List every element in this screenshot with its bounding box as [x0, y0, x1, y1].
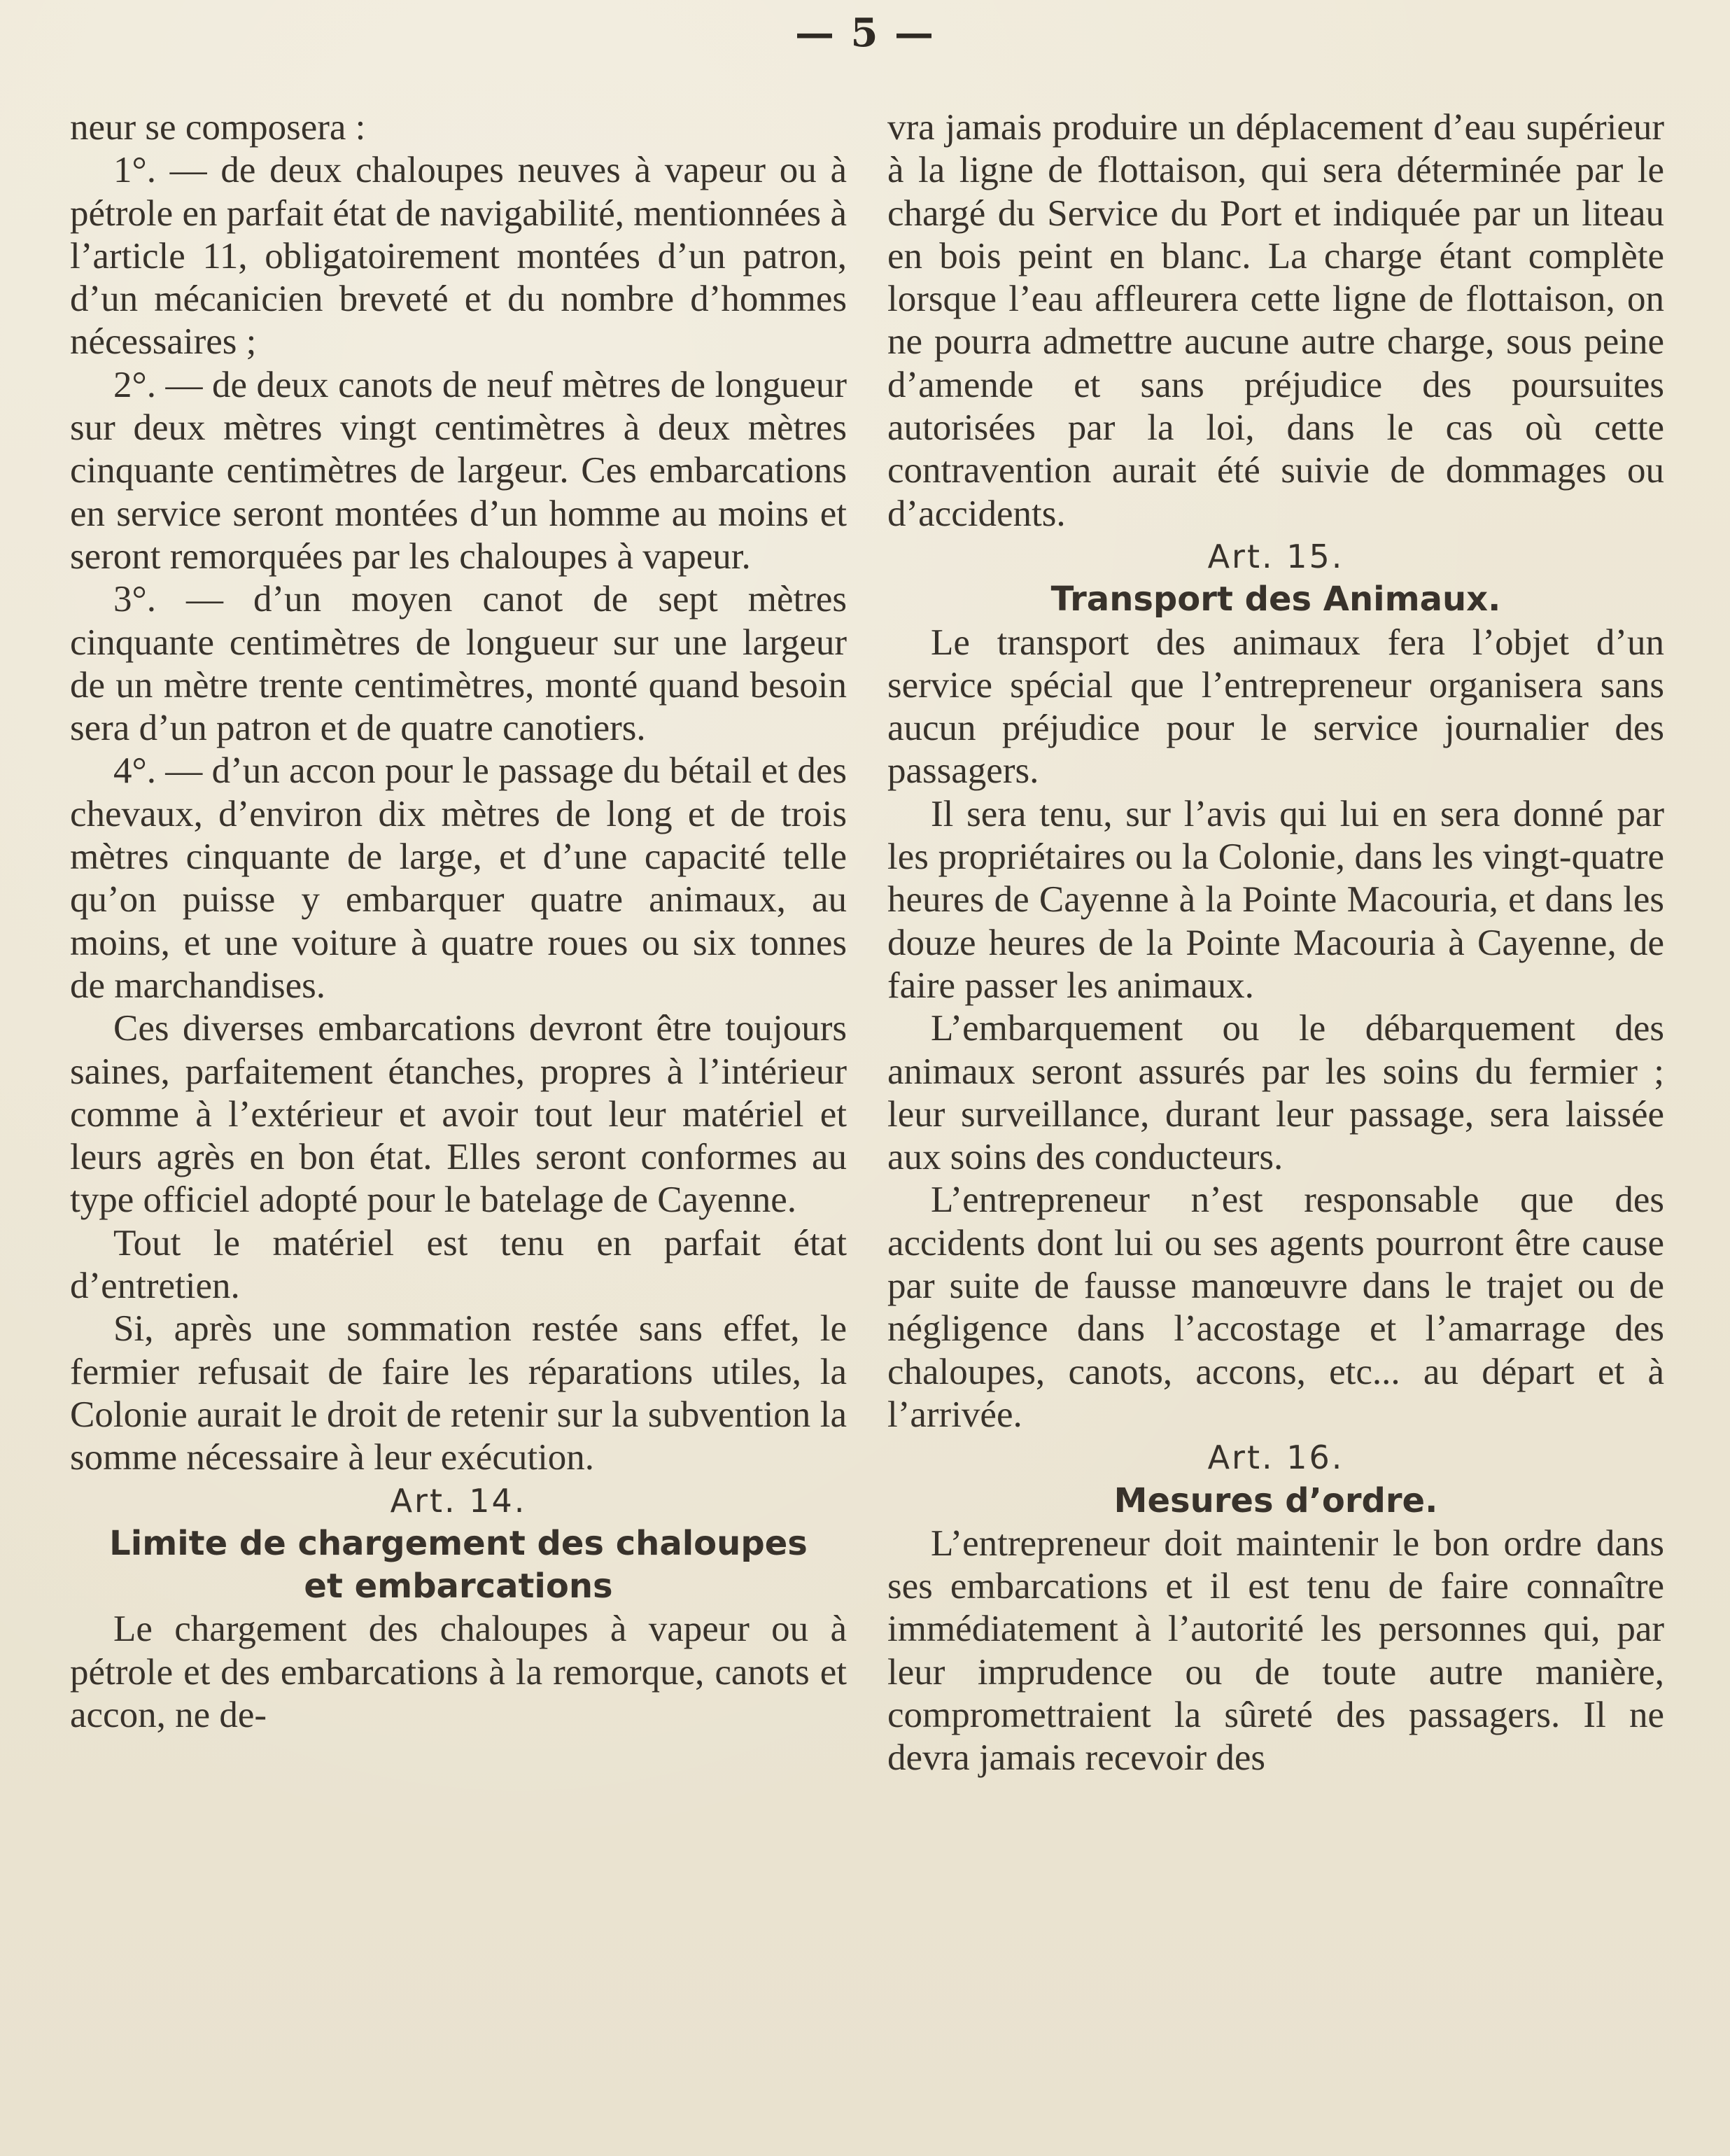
paragraph: L’entrepreneur n’est responsable que des accidents dont lui ou ses agents pourront être cause par suite de fausse manœuvre dans le trajet ou de négligence dans l’accostage et l’amarrage des chaloupes, canots, accons, etc... au départ et à l’arrivée. — [887, 1180, 1664, 1435]
paragraph: 4°. — d’un accon pour le passage du bétail et des chevaux, d’environ dix mètres de long et de trois mètres cinquante de large, et d’une capacité telle qu’on puisse y embarquer quatre animaux, au moins, et une voiture à quatre roues ou six tonnes de marchandises. — [70, 750, 847, 1006]
paragraph: Tout le matériel est tenu en parfait état d’entretien. — [70, 1222, 847, 1307]
paragraph: 3°. — d’un moyen canot de sept mètres cinquante centimètres de longueur sur une largeur de un mètre trente centimètres, monté quand besoin sera d’un patron et de quatre canotiers. — [70, 579, 847, 749]
paragraph: Ces diverses embarcations devront être toujours saines, parfaitement étanches, propres à l’intérieur comme à l’extérieur et avoir tout leur matériel et leurs agrès en bon état. Elles seront conformes au type officiel adopté pour le batelage de Cayenne. — [70, 1008, 847, 1221]
paragraph: neur se composera : — [70, 107, 366, 148]
article-number: Art. 14. — [390, 1481, 527, 1520]
paragraph: L’embarquement ou le débarquement des animaux seront assurés par les soins du fermier ; leur surveillance, durant leur passage, sera laissée aux soins des conducteurs. — [887, 1008, 1664, 1178]
right-column — [887, 106, 1664, 1780]
paragraph: Si, après une sommation restée sans effet, le fermier refusait de faire les réparations utiles, la Colonie aurait le droit de retenir sur la subvention la somme nécessaire à leur exécution. — [70, 1308, 847, 1478]
article-title: Limite de chargement des chaloupes — [109, 1523, 808, 1563]
article-number: Art. 15. — [1207, 537, 1344, 575]
paragraph: vra jamais produire un déplacement d’eau supérieur à la ligne de flottaison, qui sera déterminée par le chargé du Service du Port et indiquée par un liteau en bois peint en blanc. La charge étant complète lorsque l’eau affleurera cette ligne de flottaison, on ne pourra admettre aucune autre charge, sous peine d’amende et sans préjudice des poursuites autorisées par la loi, dans le cas où cette contravention aurait été suivie de dommages ou d’accidents. — [887, 107, 1664, 534]
article-title: Mesures d’ordre. — [1113, 1480, 1438, 1520]
paragraph: Le chargement des chaloupes à vapeur ou à pétrole et des embarcations à la remorque, canots et accon, ne de- — [70, 1609, 847, 1735]
page-number: — 5 — — [795, 10, 935, 56]
paragraph: Il sera tenu, sur l’avis qui lui en sera donné par les propriétaires ou la Colonie, dans les vingt-quatre heures de Cayenne à la Pointe Macouria, et dans les douze heures de la Pointe Macouria à Cayenne, de faire passer les animaux. — [887, 793, 1664, 1006]
article-number: Art. 16. — [1207, 1438, 1344, 1477]
paragraph: 2°. — de deux canots de neuf mètres de longueur sur deux mètres vingt centimètres à deux mètres cinquante centimètres de largeur. Ces embarcations en service seront montées d’un homme au moins et seront remorquées par les chaloupes à vapeur. — [70, 364, 847, 577]
paragraph: L’entrepreneur doit maintenir le bon ordre dans ses embarcations et il est tenu de faire connaître immédiatement à l’autorité les personnes qui, par leur imprudence ou de toute autre manière, compromettraient la sûreté des passagers. Il ne devra jamais recevoir des — [887, 1522, 1664, 1779]
article-title: Transport des Animaux. — [1050, 580, 1501, 620]
article-title: et embarcations — [304, 1567, 613, 1606]
paragraph: Le transport des animaux fera l’objet d’un service spécial que l’entrepreneur organisera sans aucun préjudice pour le service journalier des passagers. — [887, 622, 1664, 792]
left-column — [70, 106, 847, 1737]
paragraph: 1°. — de deux chaloupes neuves à vapeur ou à pétrole en parfait état de navigabilité, mentionnées à l’article 11, obligatoirement montées d’un patron, d’un mécanicien breveté et du nombre d’hommes nécessaires ; — [70, 150, 847, 363]
